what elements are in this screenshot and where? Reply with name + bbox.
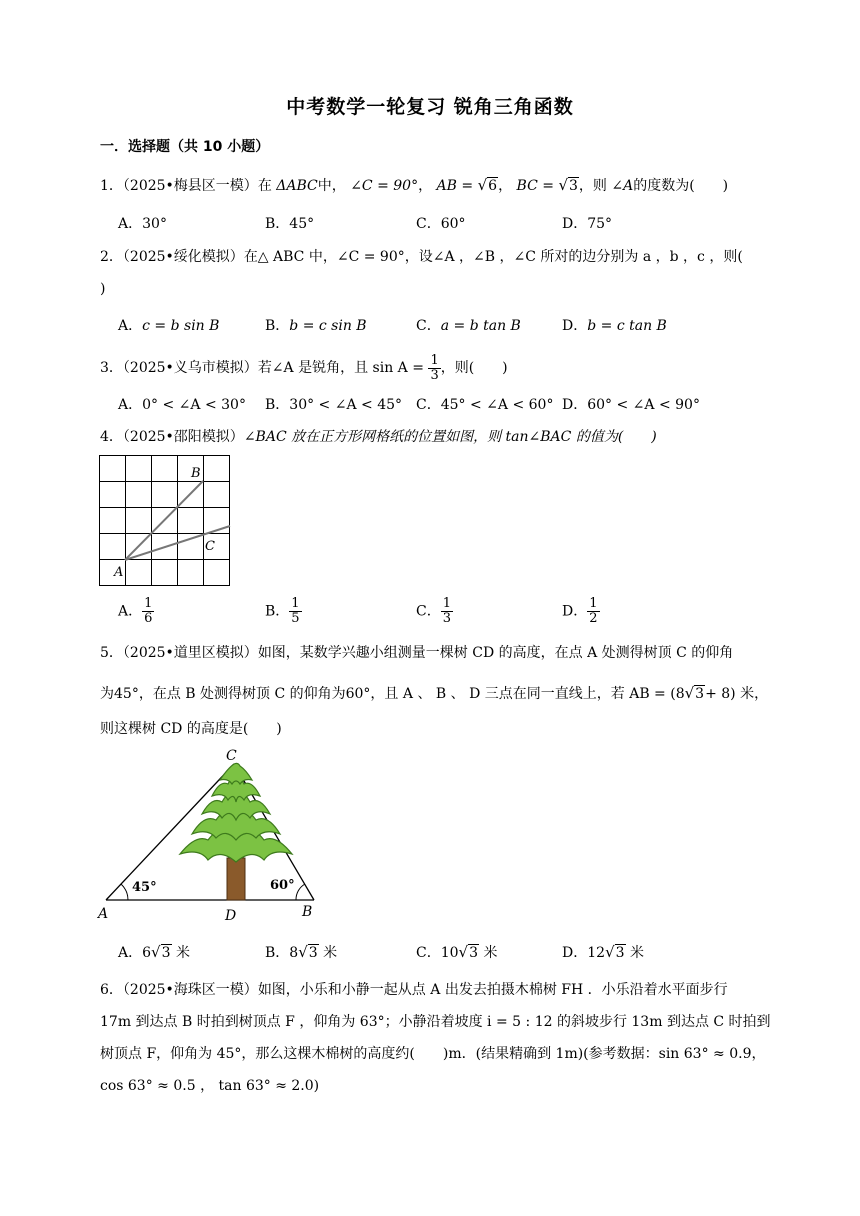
q1-option-b[interactable]: [265, 215, 314, 233]
option-text: b = c tan B: [587, 318, 667, 334]
option-text: 75°: [587, 216, 613, 232]
q3-option-a[interactable]: [118, 396, 246, 414]
sqrt-sign-icon: √: [684, 684, 695, 702]
label-c: C: [226, 748, 237, 764]
option-label: A．: [118, 397, 143, 413]
option-label: B．: [265, 397, 290, 413]
sqrt-sign-icon: √: [605, 943, 615, 961]
q5-option-a[interactable]: [118, 943, 190, 962]
option-label: C．: [416, 603, 441, 620]
q5-option-b[interactable]: [265, 943, 337, 962]
angle-label-a: 45°: [132, 880, 157, 895]
option-fraction: [587, 597, 599, 626]
q2-option-d[interactable]: [562, 317, 667, 335]
option-label: D．: [562, 945, 588, 961]
sqrt-sign-icon: √: [151, 943, 161, 961]
q5-tree-figure: [96, 748, 328, 924]
q5-option-c[interactable]: [416, 943, 497, 962]
label-c: C: [205, 539, 215, 554]
option-label: B．: [265, 945, 290, 961]
option-text: 45°: [289, 216, 315, 232]
q3-text: ，则( ): [440, 360, 508, 376]
q5-text: 如图，某数学兴趣小组测量一棵树 CD 的高度，在点 A 处测得树顶 C 的仰角: [257, 645, 734, 661]
q1-text: 在: [257, 178, 272, 194]
question-6: [100, 981, 765, 999]
page-title: 中考数学一轮复习 锐角三角函数: [286, 96, 574, 118]
label-a: A: [114, 565, 124, 580]
q1-cond3: BC =: [516, 178, 554, 194]
q1-cond3-radicand: 3: [569, 178, 578, 194]
q3-fraction: [428, 354, 440, 383]
q1-option-c[interactable]: [416, 215, 466, 233]
option-text: b = c sin B: [289, 318, 367, 334]
question-4: [100, 428, 765, 446]
tree-trunk: [227, 858, 245, 900]
option-coef: 8: [289, 945, 299, 961]
q5-number: 5．: [100, 645, 123, 661]
q5-text: + 8) 米，: [705, 686, 769, 702]
option-label: C．: [416, 318, 441, 334]
option-label: C．: [416, 216, 441, 232]
q2-source: （2025•绥化模拟）: [122, 249, 244, 265]
q1-text: 的度数为( ): [633, 178, 729, 194]
option-fraction: [441, 597, 453, 626]
option-text: c = b sin B: [142, 318, 220, 334]
option-coef: 6: [142, 945, 152, 961]
q4-grid-figure: [99, 455, 232, 588]
option-radicand: 3: [469, 945, 479, 961]
option-label: C．: [416, 397, 441, 413]
fraction-denominator: 3: [442, 611, 451, 626]
angle-label-b: 60°: [270, 878, 295, 893]
q4-text: ∠BAC 放在正方形网格纸的位置如图，则 tan∠BAC 的值为( ): [243, 429, 657, 445]
q3-text: 若∠A 是锐角，且 sin A =: [257, 360, 424, 376]
q5-text-line2: [100, 684, 769, 703]
q4-option-d[interactable]: [562, 597, 600, 626]
option-label: B．: [265, 318, 290, 334]
option-label: A．: [118, 216, 143, 232]
q1-source: （2025•梅县区一模）: [122, 178, 258, 194]
q2-text-cont: ): [100, 281, 106, 297]
section-heading: 一．选择题（共 10 小题）: [100, 139, 270, 155]
option-text: 30° < ∠A < 45°: [289, 397, 403, 413]
q1-text: ，则: [578, 178, 607, 194]
question-3: [100, 352, 765, 384]
q5-text-line3: 则这棵树 CD 的高度是( ): [100, 721, 282, 737]
q5-source: （2025•道里区模拟）: [122, 645, 258, 661]
q6-text-line4: cos 63° ≈ 0.5 ， tan 63° ≈ 2.0): [100, 1078, 320, 1094]
label-b: B: [191, 466, 201, 481]
q3-option-b[interactable]: [265, 396, 402, 414]
question-1: [100, 176, 765, 195]
fraction-denominator: 5: [291, 611, 300, 626]
option-label: D．: [562, 318, 588, 334]
question-2: [100, 248, 765, 266]
q2-option-a[interactable]: [118, 317, 219, 335]
option-label: B．: [265, 603, 290, 620]
option-fraction: [142, 597, 154, 626]
fraction-denominator: 6: [144, 611, 153, 626]
q4-number: 4．: [100, 429, 123, 445]
fraction-numerator: 1: [291, 596, 300, 611]
q2-option-c[interactable]: [416, 317, 521, 335]
q3-source: （2025•义乌市模拟）: [122, 360, 258, 376]
angle-arc-a: [121, 884, 128, 900]
option-coef: 10: [440, 945, 459, 961]
option-text: a = b tan B: [440, 318, 521, 334]
option-unit: 米: [630, 945, 644, 961]
fraction-numerator: 1: [430, 352, 439, 368]
q4-option-b[interactable]: [265, 597, 302, 626]
q2-option-b[interactable]: [265, 317, 367, 335]
option-coef: 12: [587, 945, 606, 961]
q1-cond2: AB =: [436, 178, 474, 194]
option-unit: 米: [483, 945, 498, 961]
q6-text-line3: 树顶点 F，仰角为 45°，那么这棵木棉树的高度约( )m．(结果精确到 1m)(参考数据：sin 63° ≈ 0.9，: [100, 1046, 766, 1062]
option-text: 45° < ∠A < 60°: [440, 397, 554, 413]
q1-cond1: ∠C = 90°: [350, 178, 419, 194]
q1-text: ，: [418, 178, 433, 194]
question-5: [100, 644, 765, 662]
q1-number: 1．: [100, 178, 123, 194]
option-fraction: [289, 597, 301, 626]
q5-radicand: 3: [695, 686, 705, 702]
q1-triangle: ΔABC: [276, 178, 318, 194]
fraction-numerator: 1: [589, 596, 598, 611]
q5-text: 为45°，在点 B 处测得树顶 C 的仰角为60°，且 A 、 B 、 D 三点在同一直线上，若 AB = (8: [100, 686, 685, 702]
option-label: A．: [118, 945, 143, 961]
q3-option-c[interactable]: [416, 396, 553, 414]
q5-option-d[interactable]: [562, 943, 644, 962]
option-text: 60°: [440, 216, 466, 232]
q4-option-c[interactable]: [416, 597, 453, 626]
label-d: D: [225, 908, 237, 924]
q4-option-a[interactable]: [118, 597, 154, 626]
sqrt-sign-icon: √: [477, 176, 488, 194]
q6-text-line2: 17m 到达点 B 时拍到树顶点 F ，仰角为 63°；小静沿着坡度 i = 5 : 12 的斜坡步行 13m 到达点 C 时拍到: [100, 1014, 771, 1030]
q1-option-d[interactable]: [562, 215, 612, 233]
sqrt-sign-icon: √: [298, 943, 308, 961]
label-a: A: [98, 906, 109, 922]
option-unit: 米: [175, 945, 190, 961]
angle-arc-b: [296, 884, 305, 900]
option-radicand: 3: [161, 945, 171, 961]
sqrt-sign-icon: √: [558, 176, 568, 194]
fraction-numerator: 1: [144, 596, 153, 611]
option-label: C．: [416, 945, 441, 961]
tree-foliage: [180, 763, 292, 862]
q1-option-a[interactable]: [118, 215, 167, 233]
q6-number: 6．: [100, 982, 123, 998]
q1-text: 中，: [317, 178, 346, 194]
option-label: A．: [118, 603, 143, 620]
q6-text: 如图，小乐和小静一起从点 A 出发去拍摄木棉树 FH ．小乐沿着水平面步行: [257, 982, 728, 998]
fraction-denominator: 2: [589, 611, 598, 626]
q1-angle: ∠A: [611, 178, 634, 194]
option-label: D．: [562, 216, 588, 232]
q1-cond2-radicand: 6: [488, 178, 498, 194]
option-radicand: 3: [615, 945, 625, 961]
option-text: 0° < ∠A < 30°: [142, 397, 246, 413]
q2-text: 在△ ABC 中，∠C = 90°，设∠A ，∠B ，∠C 所对的边分别为 a ，b ，c ，则(: [243, 249, 743, 265]
label-b: B: [302, 904, 313, 920]
q6-source: （2025•海珠区一模）: [122, 982, 258, 998]
q3-number: 3．: [100, 360, 123, 376]
option-unit: 米: [323, 945, 338, 961]
q1-text: ，: [498, 178, 513, 194]
option-text: 30°: [142, 216, 167, 232]
fraction-numerator: 1: [442, 596, 451, 611]
sqrt-sign-icon: √: [458, 943, 469, 961]
option-radicand: 3: [308, 945, 318, 961]
option-label: B．: [265, 216, 290, 232]
q2-number: 2．: [100, 249, 123, 265]
q3-option-d[interactable]: [562, 396, 700, 414]
option-label: A．: [118, 318, 143, 334]
fraction-denominator: 3: [430, 367, 439, 383]
q4-source: （2025•邵阳模拟）: [122, 429, 244, 445]
option-label: D．: [562, 603, 588, 620]
option-text: 60° < ∠A < 90°: [587, 397, 700, 413]
option-label: D．: [562, 397, 588, 413]
